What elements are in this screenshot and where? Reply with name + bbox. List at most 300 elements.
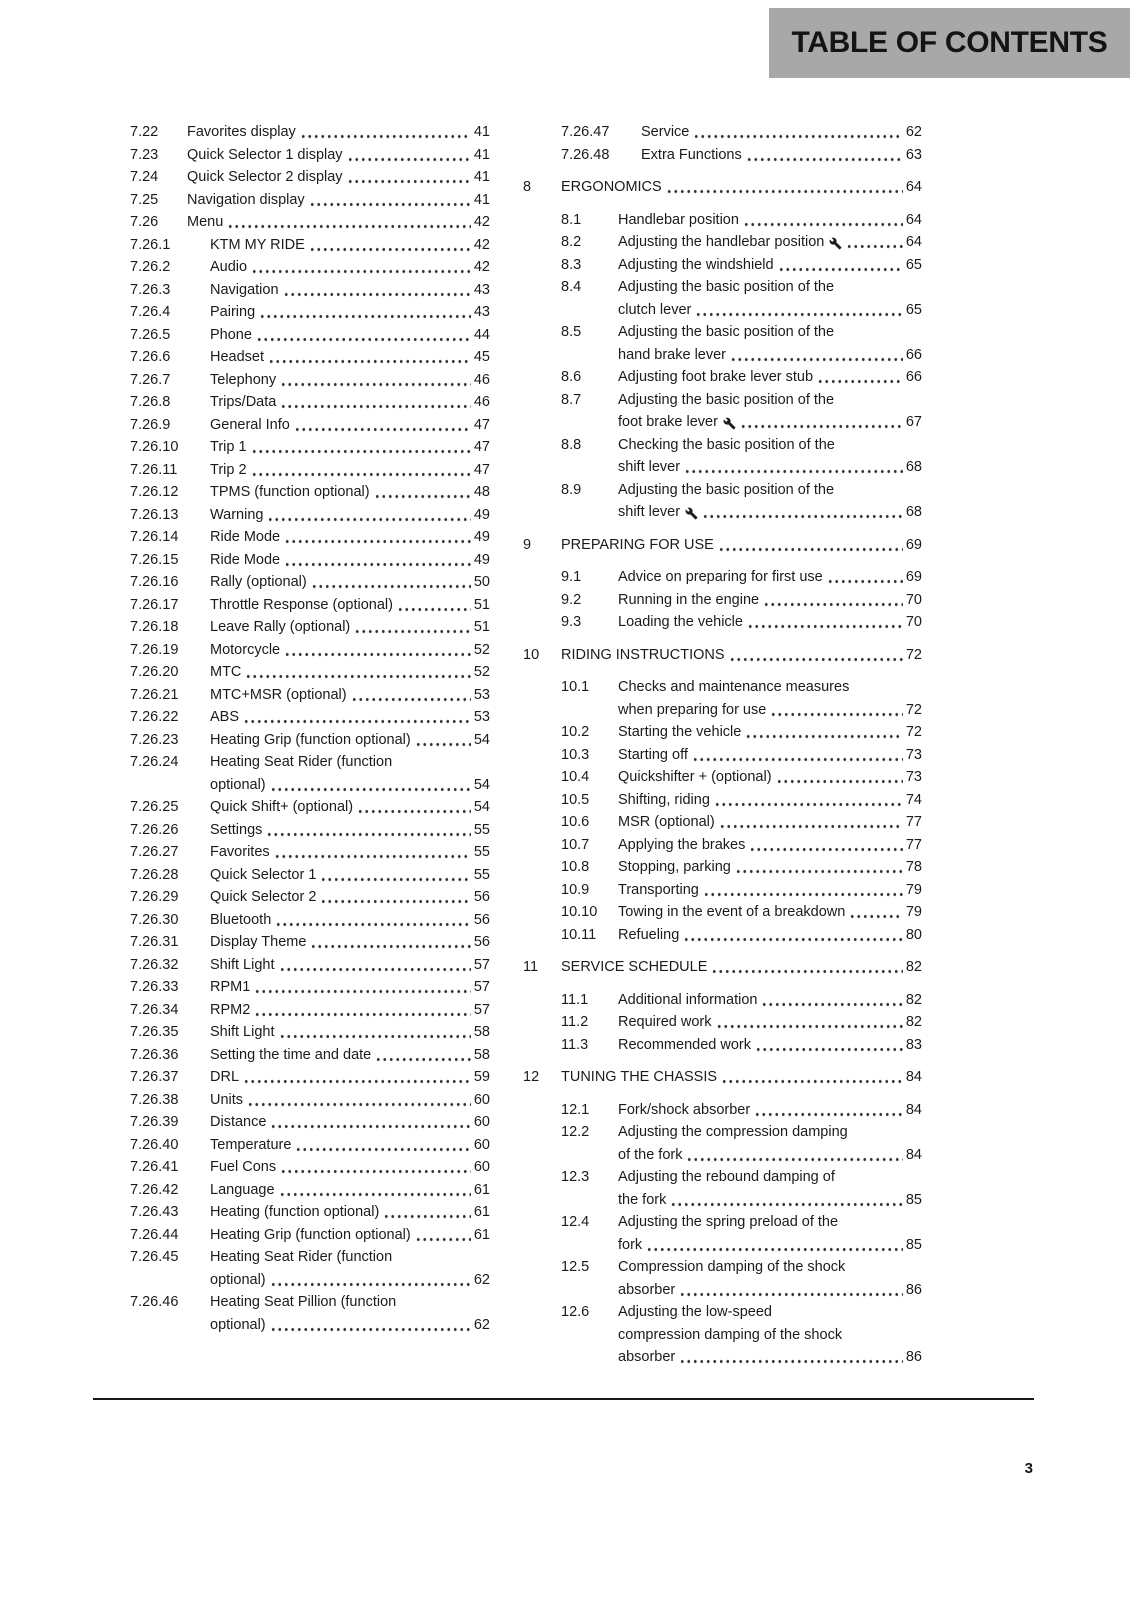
entry-title-line <box>210 661 490 684</box>
entry-number: 7.24 <box>130 169 159 185</box>
entry-number: 8.7 <box>561 391 582 408</box>
entry-body <box>187 211 490 234</box>
entry-title: Applying the brakes <box>618 836 746 853</box>
entry-title: ABS <box>210 709 240 725</box>
entry-title-line <box>187 189 490 212</box>
entry-body <box>641 121 922 144</box>
entry-body <box>618 789 922 812</box>
entry-title: Warning <box>210 506 264 523</box>
toc-entry <box>130 1224 490 1247</box>
dot-leader <box>347 166 471 189</box>
entry-page-number: 49 <box>473 506 490 523</box>
toc-entry <box>130 1089 490 1112</box>
entry-title-line: Heating Seat Pillion (function <box>210 1294 397 1310</box>
entry-body <box>641 144 922 167</box>
entry-page-number: 55 <box>473 821 490 838</box>
entry-title: Adjusting the handlebar position <box>618 234 825 250</box>
entry-page-number: 59 <box>473 1069 490 1085</box>
entry-title: Trip 2 <box>210 461 247 478</box>
entry-page-number: 57 <box>473 1001 490 1018</box>
entry-title: Towing in the event of a breakdown <box>618 904 846 920</box>
entry-body <box>618 209 922 232</box>
toc-entry <box>130 1246 490 1291</box>
entry-title: RPM2 <box>210 1001 251 1018</box>
entry-page-number: 55 <box>473 844 490 860</box>
dot-leader <box>746 144 903 167</box>
entry-title-line <box>210 234 490 257</box>
dot-leader <box>280 1156 471 1179</box>
entry-number: 9 <box>523 536 532 553</box>
entry-page-number: 68 <box>905 459 922 475</box>
entry-page-number: 47 <box>473 439 490 455</box>
entry-page-number: 80 <box>905 926 922 943</box>
page-number: 3 <box>1024 1460 1033 1477</box>
entry-number: 10.5 <box>561 791 590 808</box>
entry-title-line <box>210 436 490 459</box>
entry-title: Motorcycle <box>210 641 281 658</box>
entry-page-number: 41 <box>473 191 490 208</box>
entry-body <box>618 479 922 524</box>
entry-body <box>210 886 490 909</box>
toc-entry <box>130 1044 490 1067</box>
dot-leader <box>247 1089 471 1112</box>
toc-column-right <box>523 121 922 1369</box>
dot-leader <box>279 954 471 977</box>
entry-number: 10.4 <box>561 769 590 785</box>
entry-page-number: 60 <box>473 1114 490 1130</box>
entry-number: 8.9 <box>561 481 582 498</box>
dot-leader <box>283 279 471 302</box>
entry-title: Heating (function optional) <box>210 1204 380 1220</box>
entry-number: 7.26.38 <box>130 1091 179 1108</box>
entry-title-line <box>618 989 922 1012</box>
entry-number: 7.26.9 <box>130 416 171 433</box>
entry-page-number: 47 <box>473 461 490 478</box>
entry-title-line <box>618 1099 922 1122</box>
dot-leader <box>747 611 903 634</box>
entry-page-number: 52 <box>473 664 490 680</box>
entry-title-line: Adjusting the basic position of the <box>618 324 835 340</box>
toc-entry <box>130 1111 490 1134</box>
dot-leader <box>749 834 903 857</box>
entry-number: 7.26.30 <box>130 911 179 928</box>
entry-title: optional) <box>210 1271 266 1288</box>
entry-number: 8 <box>523 179 532 195</box>
entry-title-line <box>210 324 490 347</box>
entry-body <box>210 954 490 977</box>
entry-body <box>618 766 922 789</box>
entry-body <box>210 391 490 414</box>
entry-title: Loading the vehicle <box>618 614 743 630</box>
entry-title-line <box>210 549 490 572</box>
entry-title-line: Checking the basic position of the <box>618 436 835 453</box>
entry-title-line <box>210 459 490 482</box>
entry-page-number: 60 <box>473 1136 490 1153</box>
entry-body <box>618 611 922 634</box>
entry-body <box>210 1021 490 1044</box>
entry-body <box>561 956 922 979</box>
entry-title-line <box>618 254 922 277</box>
entry-body <box>618 834 922 857</box>
entry-page-number: 42 <box>473 236 490 253</box>
entry-title: absorber <box>618 1349 676 1365</box>
entry-title-line <box>187 211 490 234</box>
toc-entry <box>523 901 922 924</box>
entry-title: Quick Shift+ (optional) <box>210 799 354 815</box>
entry-page-number: 41 <box>473 146 490 163</box>
entry-page-number: 55 <box>473 866 490 883</box>
entry-page-number: 65 <box>905 256 922 273</box>
entry-title-line <box>618 566 922 589</box>
entry-title: Favorites <box>210 844 270 860</box>
dot-leader <box>716 1011 903 1034</box>
toc-entry <box>130 526 490 549</box>
toc-entry <box>523 1011 922 1034</box>
entry-body <box>618 434 922 479</box>
entry-number: 9.1 <box>561 569 582 585</box>
toc-entry <box>523 834 922 857</box>
entry-title: Extra Functions <box>641 146 742 163</box>
entry-number: 11.1 <box>561 991 589 1008</box>
entry-body <box>618 924 922 947</box>
entry-title-line: Adjusting the compression damping <box>618 1124 848 1140</box>
entry-number: 7.26.25 <box>130 799 179 815</box>
dot-leader <box>280 391 471 414</box>
entry-title-line <box>210 841 490 864</box>
entry-title: Leave Rally (optional) <box>210 619 351 635</box>
entry-body <box>618 389 922 434</box>
toc-entry <box>130 571 490 594</box>
toc-entry <box>130 729 490 752</box>
entry-number: 8.4 <box>561 279 582 295</box>
dot-leader <box>279 1179 471 1202</box>
entry-page-number: 79 <box>905 904 922 920</box>
toc-entry <box>130 931 490 954</box>
toc-entry <box>523 811 922 834</box>
entry-title-line <box>618 231 922 254</box>
dot-leader <box>251 256 471 279</box>
entry-title-line <box>210 976 490 999</box>
entry-title-line <box>210 1314 490 1337</box>
dot-leader <box>284 639 471 662</box>
entry-title-line <box>210 504 490 527</box>
entry-number: 7.26.10 <box>130 439 179 455</box>
entry-title: Starting off <box>618 746 688 763</box>
entry-page-number: 61 <box>473 1204 490 1220</box>
entry-page-number: 70 <box>905 591 922 608</box>
entry-page-number: 60 <box>473 1091 490 1108</box>
dot-leader <box>270 1269 471 1292</box>
entry-title-line <box>210 909 490 932</box>
dot-leader <box>754 1099 903 1122</box>
entry-title-line: Checks and maintenance measures <box>618 679 850 695</box>
toc-entry <box>130 369 490 392</box>
entry-number: 11 <box>523 959 539 975</box>
entry-page-number: 85 <box>905 1191 922 1208</box>
entry-title: Pairing <box>210 304 256 320</box>
entry-title-line <box>618 1346 922 1369</box>
toc-entry <box>130 211 490 234</box>
entry-title-line <box>618 299 922 322</box>
entry-title-line <box>210 684 490 707</box>
entry-body <box>210 1179 490 1202</box>
entry-number: 10 <box>523 646 540 663</box>
entry-body <box>210 1089 490 1112</box>
entry-title-line <box>187 121 490 144</box>
entry-number: 7.22 <box>130 124 159 140</box>
toc-entry <box>130 954 490 977</box>
entry-title: Additional information <box>618 991 758 1008</box>
entry-body <box>210 796 490 819</box>
entry-page-number: 53 <box>473 709 490 725</box>
entry-page-number: 41 <box>473 124 490 140</box>
entry-page-number: 41 <box>473 169 490 185</box>
entry-title-line <box>618 501 922 524</box>
toc-entry <box>130 706 490 729</box>
toc-entry <box>523 566 922 589</box>
dot-leader <box>755 1034 903 1057</box>
entry-title-line <box>618 1034 922 1057</box>
dot-leader <box>776 766 903 789</box>
dot-leader <box>275 909 471 932</box>
entry-page-number: 68 <box>905 504 922 520</box>
entry-page-number: 73 <box>905 746 922 763</box>
entry-title: hand brake lever <box>618 346 727 363</box>
entry-title: Trip 1 <box>210 439 247 455</box>
dot-leader <box>679 1279 903 1302</box>
entry-title-line <box>561 956 922 979</box>
entry-number: 7.26.15 <box>130 551 179 568</box>
entry-title: Throttle Response (optional) <box>210 596 393 613</box>
entry-title: Shifting, riding <box>618 791 710 808</box>
entry-number: 7.26.20 <box>130 664 179 680</box>
dot-leader <box>763 589 903 612</box>
entry-page-number: 82 <box>905 959 922 975</box>
entry-page-number: 46 <box>473 394 490 410</box>
dot-leader <box>719 811 903 834</box>
dot-leader <box>849 901 903 924</box>
entry-page-number: 67 <box>905 414 922 430</box>
toc-entry <box>130 1201 490 1224</box>
entry-title-line <box>641 144 922 167</box>
toc-entry <box>130 1291 490 1336</box>
entry-title: Heating Grip (function optional) <box>210 731 411 748</box>
entry-number: 9.3 <box>561 614 582 630</box>
entry-title: Stopping, parking <box>618 859 731 875</box>
entry-title: shift lever <box>618 504 681 520</box>
entry-title-line <box>210 1224 490 1247</box>
entry-page-number: 43 <box>473 281 490 298</box>
entry-title: Language <box>210 1181 275 1198</box>
entry-title-line <box>210 639 490 662</box>
entry-title-line <box>210 301 490 324</box>
entry-page-number: 69 <box>905 536 922 553</box>
dot-leader <box>266 819 470 842</box>
entry-title-line: Compression damping of the shock <box>618 1259 846 1275</box>
dot-leader <box>295 1134 470 1157</box>
entry-title-line <box>210 1089 490 1112</box>
entry-body <box>561 1066 922 1089</box>
entry-number: 7.26.47 <box>561 124 610 140</box>
dot-leader <box>227 211 471 234</box>
entry-title: SERVICE SCHEDULE <box>561 959 708 975</box>
toc-entry <box>130 1134 490 1157</box>
dot-leader <box>243 706 471 729</box>
entry-number: 7.26.40 <box>130 1136 179 1153</box>
entry-title-line <box>618 456 922 479</box>
entry-title: Fuel Cons <box>210 1159 277 1175</box>
toc-entry <box>130 256 490 279</box>
dot-leader <box>251 436 471 459</box>
dot-leader <box>729 644 903 667</box>
entry-number: 7.26.23 <box>130 731 179 748</box>
toc-entry <box>523 721 922 744</box>
entry-title-line <box>618 1011 922 1034</box>
toc-entry <box>523 1121 922 1166</box>
dot-leader <box>693 121 903 144</box>
entry-page-number: 84 <box>905 1146 922 1163</box>
entry-body <box>618 676 922 721</box>
entry-page-number: 84 <box>905 1069 922 1085</box>
entry-title-line <box>210 999 490 1022</box>
entry-body <box>210 504 490 527</box>
entry-title: PREPARING FOR USE <box>561 536 714 553</box>
entry-title: Quick Selector 1 <box>210 866 317 883</box>
entry-number: 7.26.43 <box>130 1204 179 1220</box>
dot-leader <box>320 864 470 887</box>
entry-number: 12.4 <box>561 1214 590 1230</box>
toc-entry <box>130 279 490 302</box>
wrench-icon <box>685 501 698 524</box>
entry-title: Quick Selector 2 <box>210 889 317 905</box>
dot-leader <box>740 411 903 434</box>
entry-number: 7.26.36 <box>130 1046 179 1063</box>
entry-title-line <box>210 864 490 887</box>
entry-title-line <box>210 594 490 617</box>
dot-leader <box>778 254 903 277</box>
entry-page-number: 72 <box>905 646 922 663</box>
entry-body <box>210 706 490 729</box>
toc-entry <box>523 789 922 812</box>
toc-entry <box>130 1021 490 1044</box>
entry-page-number: 58 <box>473 1024 490 1040</box>
entry-body <box>618 1166 922 1211</box>
entry-body <box>618 231 922 254</box>
entry-title-line <box>210 706 490 729</box>
toc-entry <box>130 886 490 909</box>
entry-title: RIDING INSTRUCTIONS <box>561 646 725 663</box>
entry-body <box>210 234 490 257</box>
dot-leader <box>374 481 471 504</box>
toc-entry <box>523 766 922 789</box>
entry-number: 7.26.46 <box>130 1294 179 1310</box>
entry-body <box>210 594 490 617</box>
entry-title: RPM1 <box>210 979 251 995</box>
entry-page-number: 61 <box>473 1181 490 1198</box>
entry-body <box>618 1211 922 1256</box>
entry-number: 10.3 <box>561 746 590 763</box>
entry-body <box>210 481 490 504</box>
toc-entry <box>130 1066 490 1089</box>
dot-leader <box>718 534 903 557</box>
toc-entry <box>523 276 922 321</box>
entry-page-number: 62 <box>905 124 922 140</box>
dot-leader <box>294 414 471 437</box>
entry-body <box>210 1291 490 1336</box>
entry-number: 7.26.6 <box>130 349 171 365</box>
entry-page-number: 53 <box>473 686 490 703</box>
toc-entry <box>130 436 490 459</box>
entry-title-line: compression damping of the shock <box>618 1326 843 1343</box>
dot-leader <box>357 796 471 819</box>
entry-title-line <box>618 766 922 789</box>
entry-title: shift lever <box>618 459 681 475</box>
entry-title-line <box>618 344 922 367</box>
entry-number: 7.26.1 <box>130 236 171 253</box>
dot-leader <box>761 989 902 1012</box>
entry-body <box>618 879 922 902</box>
entry-title: Adjusting the windshield <box>618 256 774 273</box>
toc-entry <box>130 841 490 864</box>
entry-body <box>210 729 490 752</box>
entry-title-line <box>618 411 922 434</box>
entry-title-line <box>210 1179 490 1202</box>
dot-leader <box>743 209 903 232</box>
entry-title-line <box>187 166 490 189</box>
entry-page-number: 51 <box>473 596 490 613</box>
dot-leader <box>267 504 470 527</box>
toc-entry <box>523 744 922 767</box>
entry-number: 10.6 <box>561 814 590 830</box>
toc-entry <box>130 144 490 167</box>
dot-leader <box>397 594 471 617</box>
entry-title: optional) <box>210 776 266 793</box>
dot-leader <box>310 931 470 954</box>
entry-body <box>187 189 490 212</box>
dot-leader <box>270 1314 471 1337</box>
entry-number: 7.26.17 <box>130 596 179 613</box>
entry-number: 7.26.48 <box>561 146 610 163</box>
entry-title: Recommended work <box>618 1036 751 1053</box>
entry-page-number: 56 <box>473 934 490 950</box>
entry-body <box>618 1301 922 1369</box>
toc-entry <box>523 956 922 979</box>
toc-column-left <box>130 121 490 1336</box>
entry-body <box>210 1156 490 1179</box>
entry-body <box>187 121 490 144</box>
entry-page-number: 62 <box>473 1271 490 1288</box>
entry-number: 7.26.34 <box>130 1001 179 1018</box>
entry-title: Adjusting foot brake lever stub <box>618 369 814 385</box>
dot-leader <box>646 1234 903 1257</box>
entry-number: 7.26.21 <box>130 686 179 703</box>
entry-number: 7.26.4 <box>130 304 171 320</box>
dot-leader <box>351 684 471 707</box>
entry-number: 7.26.24 <box>130 754 179 770</box>
entry-title-line <box>618 879 922 902</box>
entry-title: Units <box>210 1091 244 1108</box>
entry-body <box>210 1201 490 1224</box>
toc-entry <box>523 1211 922 1256</box>
entry-body <box>210 639 490 662</box>
dot-leader <box>703 879 903 902</box>
entry-number: 10.8 <box>561 859 590 875</box>
entry-title-line: Heating Seat Rider (function <box>210 1249 393 1265</box>
dot-leader <box>279 1021 471 1044</box>
entry-body <box>618 856 922 879</box>
entry-page-number: 44 <box>473 326 490 343</box>
entry-number: 12.6 <box>561 1304 590 1320</box>
